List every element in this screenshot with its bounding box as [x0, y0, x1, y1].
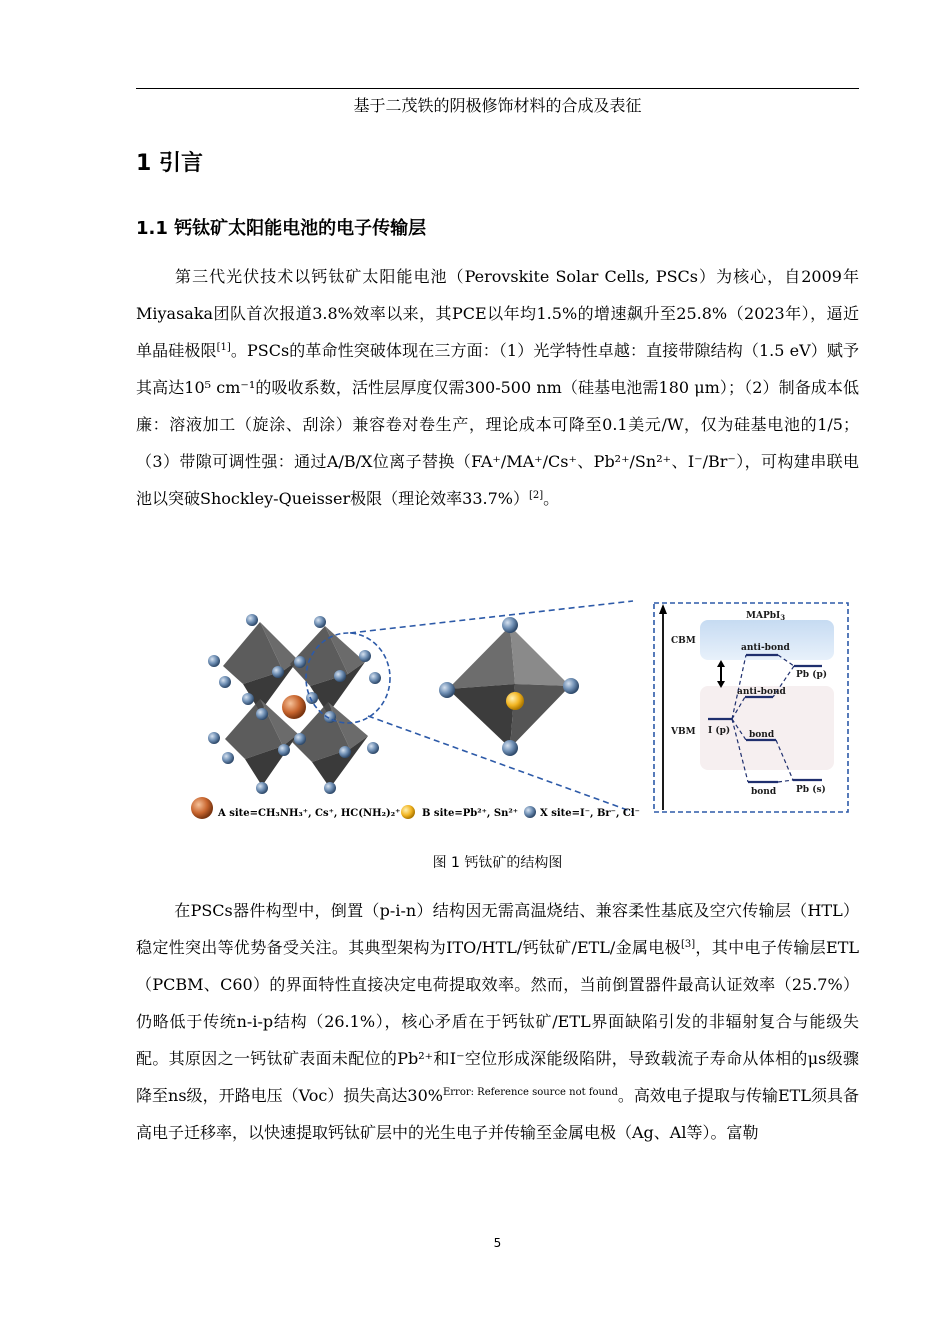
perovskite-structure-figure [190, 574, 858, 820]
subsection-heading: 1.1 钙钛矿太阳能电池的电子传输层 [136, 218, 427, 239]
legend-x-site: X site=I⁻, Br⁻, Cl⁻ [540, 808, 640, 819]
paragraph-text: 。 [543, 489, 560, 508]
diagram-title: MAPbI$_3$ [746, 611, 786, 622]
paragraph-text: 在PSCs器件构型中，倒置（p-i-n）结构因无需高温烧结、兼容柔性基底及空穴传输层（HTL）稳定性突出等优势备受关注。其典型架构为ITO/HTL/钙钛矿/ETL/金属电极 [136, 901, 859, 957]
header-rule [136, 88, 859, 89]
citation-3: [3] [680, 939, 696, 950]
anti-bond-mid-label: anti-bond [737, 687, 786, 697]
cbm-label: CBM [671, 636, 696, 646]
section-heading: 1 引言 [136, 151, 203, 176]
pb-p-label: Pb (p) [796, 670, 828, 680]
running-header: 基于二茂铁的阴极修饰材料的合成及表征 [353, 96, 642, 115]
anti-bond-top-label: anti-bond [741, 643, 790, 653]
citation-2: [2] [528, 490, 544, 501]
bond-bottom-label: bond [751, 787, 777, 797]
legend-a-site: A site=CH₃NH₃⁺, Cs⁺, HC(NH₂)₂⁺ [218, 808, 401, 819]
paragraph-text: ，其中电子传输层ETL（PCBM、C60）的界面特性直接决定电荷提取效率。然而，当前倒置器件最高认证效率（25.7%）仍略低于传统n-i-p结构（26.1%），核心矛盾在于钙钛矿/ETL界面缺陷引发的非辐射复合与能级失配。其原因之一钙钛矿表面未配位的Pb²⁺和I⁻空位形成深能级陷阱，导致载流子寿命从体相的μs级骤降至ns级，开路电压（Voc）损失高达30% [136, 938, 859, 1105]
perovskite-lattice [208, 614, 390, 794]
bond-mid-label: bond [749, 730, 775, 740]
legend-b-site: B site=Pb²⁺, Sn²⁺ [422, 808, 519, 819]
citation-error: Error: Reference source not found [442, 1087, 618, 1098]
citation-1: [1] [216, 342, 231, 353]
single-octahedron [439, 617, 579, 756]
figure-caption: 图 1 钙钛矿的结构图 [432, 855, 563, 871]
paragraph-text: 。高效电子提取与传输ETL须具备高电子迁移率，以快速提取钙钛矿层中的光生电子并传输至金属电极（Ag、Al等）。富勒 [136, 1086, 860, 1142]
vbm-label: VBM [671, 727, 696, 737]
paragraph-intro [136, 258, 859, 517]
pb-s-label: Pb (s) [796, 785, 826, 795]
paragraph-device [136, 892, 859, 1151]
paragraph-text: 第三代光伏技术以钙钛矿太阳能电池（Perovskite Solar Cells, PSCs）为核心，自2009年Miyasaka团队首次报道3.8%效率以来，其PCE以年均1.5%的增速飙升至25.8%（2023年），逼近单晶硅极限 [136, 267, 859, 360]
paragraph-text: 。PSCs的革命性突破体现在三方面：（1）光学特性卓越：直接带隙结构（1.5 eV）赋予其高达10⁵ cm⁻¹的吸收系数，活性层厚度仅需300-500 nm（硅基电池需180 μm）；（2）制备成本低廉：溶液加工（旋涂、刮涂）兼容卷对卷生产，理论成本可降至0.1美元/W，仅为硅基电池的1/5；（3）带隙可调性强：通过A/B/X位离子替换（FA⁺/MA⁺/Cs⁺、Pb²⁺/Sn²⁺、I⁻/Br⁻），可构建串联电池以突破Shockley-Queisser极限（理论效率33.7%） [136, 341, 859, 508]
figure-legend [191, 797, 640, 819]
i-p-label: I (p) [708, 726, 731, 736]
page-number: 5 [493, 1236, 502, 1250]
